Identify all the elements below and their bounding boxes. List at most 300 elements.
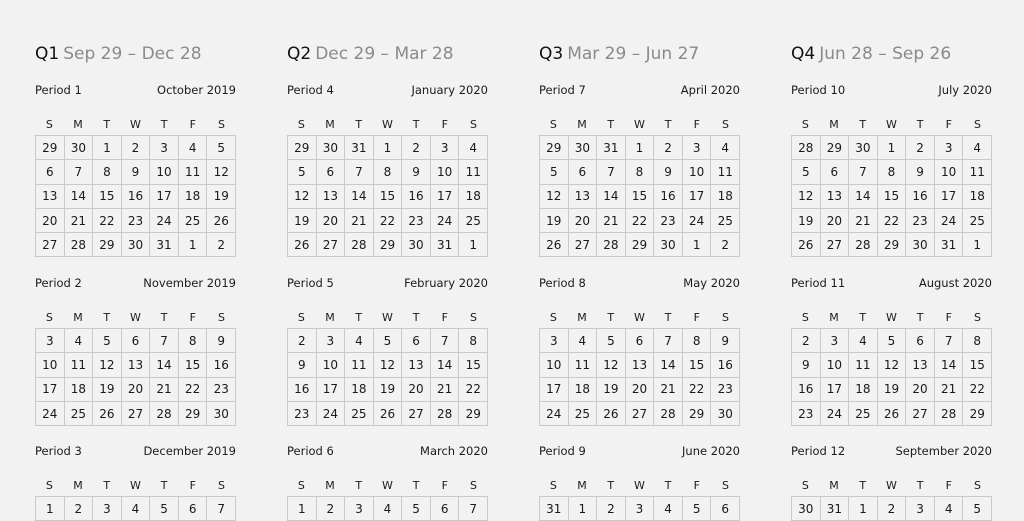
day-cell[interactable]: 23 <box>654 209 683 233</box>
day-cell[interactable]: 30 <box>122 233 151 257</box>
day-cell[interactable]: 2 <box>122 136 151 160</box>
day-cell[interactable]: 2 <box>878 497 907 521</box>
day-cell[interactable]: 6 <box>36 160 65 184</box>
day-cell[interactable]: 9 <box>207 329 236 353</box>
day-cell[interactable]: 23 <box>122 209 151 233</box>
day-cell[interactable]: 1 <box>626 136 655 160</box>
day-cell[interactable]: 7 <box>345 160 374 184</box>
day-cell[interactable]: 11 <box>711 160 740 184</box>
day-cell[interactable]: 25 <box>963 209 992 233</box>
weekday-header-row <box>35 310 236 326</box>
weekday-label: M <box>73 311 83 324</box>
quarter-title <box>287 42 454 66</box>
day-cell[interactable]: 4 <box>849 329 878 353</box>
weekday-label: S <box>45 479 53 492</box>
day-cell[interactable]: 13 <box>36 185 65 209</box>
day-cell[interactable]: 20 <box>317 209 346 233</box>
day-cell[interactable]: 20 <box>906 378 935 402</box>
day-cell[interactable]: 6 <box>402 329 431 353</box>
day-cell[interactable]: 6 <box>821 160 850 184</box>
day-cell[interactable]: 22 <box>93 209 122 233</box>
day-cell[interactable]: 21 <box>65 209 94 233</box>
day-cell[interactable]: 14 <box>849 185 878 209</box>
day-cell[interactable]: 7 <box>150 329 179 353</box>
day-cell[interactable]: 3 <box>345 497 374 521</box>
day-cell[interactable]: 2 <box>906 136 935 160</box>
day-cell[interactable]: 22 <box>878 209 907 233</box>
day-cell[interactable]: 20 <box>36 209 65 233</box>
day-cell[interactable]: 19 <box>792 209 821 233</box>
day-cell[interactable]: 1 <box>849 497 878 521</box>
day-cell[interactable]: 1 <box>878 136 907 160</box>
day-cell[interactable]: 18 <box>711 185 740 209</box>
day-cell[interactable]: 22 <box>374 209 403 233</box>
day-cell[interactable]: 6 <box>179 497 208 521</box>
day-cell[interactable]: 11 <box>569 353 598 377</box>
day-cell[interactable]: 19 <box>374 378 403 402</box>
day-cell[interactable]: 15 <box>374 185 403 209</box>
day-cell[interactable]: 15 <box>93 185 122 209</box>
day-cell[interactable]: 8 <box>179 329 208 353</box>
day-cell[interactable]: 29 <box>179 402 208 426</box>
day-cell[interactable]: 2 <box>317 497 346 521</box>
day-cell[interactable]: 22 <box>459 378 488 402</box>
day-cell[interactable]: 28 <box>65 233 94 257</box>
day-cell[interactable]: 15 <box>683 353 712 377</box>
day-cell[interactable]: 17 <box>317 378 346 402</box>
day-cell[interactable]: 1 <box>963 233 992 257</box>
day-cell[interactable]: 29 <box>626 233 655 257</box>
day-cell[interactable]: 8 <box>626 160 655 184</box>
day-cell[interactable]: 30 <box>849 136 878 160</box>
day-cell[interactable]: 9 <box>654 160 683 184</box>
day-cell[interactable]: 1 <box>459 233 488 257</box>
day-cell[interactable]: 26 <box>878 402 907 426</box>
day-cell[interactable]: 22 <box>683 378 712 402</box>
day-cell[interactable]: 30 <box>317 136 346 160</box>
day-cell[interactable]: 21 <box>935 378 964 402</box>
day-cell[interactable]: 3 <box>540 329 569 353</box>
day-cell[interactable]: 24 <box>683 209 712 233</box>
day-cell[interactable]: 2 <box>207 233 236 257</box>
day-cell[interactable]: 16 <box>402 185 431 209</box>
day-cell[interactable]: 13 <box>122 353 151 377</box>
day-cell[interactable]: 26 <box>207 209 236 233</box>
day-cell[interactable]: 26 <box>597 402 626 426</box>
day-cell[interactable]: 14 <box>654 353 683 377</box>
day-cell[interactable]: 21 <box>150 378 179 402</box>
day-cell[interactable]: 10 <box>683 160 712 184</box>
day-cell[interactable]: 3 <box>626 497 655 521</box>
day-cell[interactable]: 17 <box>821 378 850 402</box>
day-cell[interactable]: 5 <box>374 329 403 353</box>
day-cell[interactable]: 25 <box>65 402 94 426</box>
day-cell[interactable]: 24 <box>540 402 569 426</box>
day-cell[interactable]: 8 <box>93 160 122 184</box>
day-cell[interactable]: 5 <box>288 160 317 184</box>
day-cell[interactable]: 5 <box>597 329 626 353</box>
day-cell[interactable]: 7 <box>207 497 236 521</box>
day-cell[interactable]: 5 <box>963 497 992 521</box>
day-cell[interactable]: 14 <box>345 185 374 209</box>
day-cell[interactable]: 8 <box>963 329 992 353</box>
day-cell[interactable]: 9 <box>402 160 431 184</box>
day-cell[interactable]: 6 <box>906 329 935 353</box>
period-block <box>539 275 740 426</box>
day-cell[interactable]: 14 <box>597 185 626 209</box>
day-cell[interactable]: 30 <box>207 402 236 426</box>
day-cell[interactable]: 1 <box>93 136 122 160</box>
day-cell[interactable]: 25 <box>459 209 488 233</box>
day-cell[interactable]: 27 <box>626 402 655 426</box>
day-cell[interactable]: 9 <box>288 353 317 377</box>
day-cell[interactable]: 28 <box>150 402 179 426</box>
day-cell[interactable]: 17 <box>935 185 964 209</box>
day-cell[interactable]: 28 <box>849 233 878 257</box>
day-cell[interactable]: 29 <box>459 402 488 426</box>
day-cell[interactable]: 4 <box>569 329 598 353</box>
day-cell[interactable]: 29 <box>540 136 569 160</box>
day-cell[interactable]: 30 <box>711 402 740 426</box>
day-cell[interactable]: 3 <box>317 329 346 353</box>
day-cell[interactable]: 13 <box>906 353 935 377</box>
day-cell[interactable]: 26 <box>792 233 821 257</box>
day-cell[interactable]: 9 <box>711 329 740 353</box>
day-cell[interactable]: 25 <box>569 402 598 426</box>
period-header <box>791 275 992 291</box>
day-cell[interactable]: 16 <box>711 353 740 377</box>
day-cell[interactable]: 14 <box>65 185 94 209</box>
day-cell[interactable]: 14 <box>935 353 964 377</box>
day-cell[interactable]: 18 <box>459 185 488 209</box>
day-cell[interactable]: 16 <box>207 353 236 377</box>
day-cell[interactable]: 9 <box>792 353 821 377</box>
day-cell[interactable]: 27 <box>569 233 598 257</box>
weekday-label: S <box>801 311 809 324</box>
day-cell[interactable]: 1 <box>288 497 317 521</box>
day-cell[interactable]: 15 <box>626 185 655 209</box>
day-grid <box>35 135 236 257</box>
day-cell[interactable]: 5 <box>402 497 431 521</box>
day-cell[interactable]: 12 <box>374 353 403 377</box>
day-cell[interactable]: 1 <box>569 497 598 521</box>
day-cell[interactable]: 25 <box>711 209 740 233</box>
day-cell[interactable]: 21 <box>597 209 626 233</box>
day-cell[interactable]: 4 <box>963 136 992 160</box>
day-cell[interactable]: 29 <box>683 402 712 426</box>
day-cell[interactable]: 29 <box>93 233 122 257</box>
day-cell[interactable]: 12 <box>288 185 317 209</box>
day-cell[interactable]: 2 <box>402 136 431 160</box>
day-cell[interactable]: 8 <box>878 160 907 184</box>
day-cell[interactable]: 15 <box>878 185 907 209</box>
period-header <box>287 275 488 291</box>
day-cell[interactable]: 8 <box>683 329 712 353</box>
day-cell[interactable]: 16 <box>792 378 821 402</box>
day-cell[interactable]: 3 <box>93 497 122 521</box>
day-cell[interactable]: 3 <box>683 136 712 160</box>
day-cell[interactable]: 6 <box>626 329 655 353</box>
day-cell[interactable]: 5 <box>878 329 907 353</box>
day-cell[interactable]: 24 <box>150 209 179 233</box>
day-cell[interactable]: 5 <box>683 497 712 521</box>
day-cell[interactable]: 21 <box>431 378 460 402</box>
day-cell[interactable]: 18 <box>963 185 992 209</box>
day-cell[interactable]: 18 <box>179 185 208 209</box>
day-grid <box>35 496 236 521</box>
day-cell[interactable]: 27 <box>906 402 935 426</box>
day-cell[interactable]: 30 <box>654 233 683 257</box>
day-cell[interactable]: 4 <box>345 329 374 353</box>
day-cell[interactable]: 15 <box>459 353 488 377</box>
day-cell[interactable]: 25 <box>849 402 878 426</box>
day-cell[interactable]: 10 <box>317 353 346 377</box>
day-cell[interactable]: 2 <box>65 497 94 521</box>
day-cell[interactable]: 17 <box>683 185 712 209</box>
day-cell[interactable]: 16 <box>906 185 935 209</box>
day-cell[interactable]: 20 <box>626 378 655 402</box>
day-cell[interactable]: 4 <box>935 497 964 521</box>
weekday-label: T <box>859 311 867 324</box>
day-cell[interactable]: 17 <box>540 378 569 402</box>
day-cell[interactable]: 5 <box>93 329 122 353</box>
day-cell[interactable]: 11 <box>849 353 878 377</box>
day-cell[interactable]: 25 <box>345 402 374 426</box>
day-cell[interactable]: 6 <box>431 497 460 521</box>
day-cell[interactable]: 18 <box>345 378 374 402</box>
day-cell[interactable]: 31 <box>150 233 179 257</box>
day-cell[interactable]: 4 <box>711 136 740 160</box>
day-cell[interactable]: 23 <box>792 402 821 426</box>
day-cell[interactable]: 23 <box>288 402 317 426</box>
day-cell[interactable]: 8 <box>459 329 488 353</box>
day-cell[interactable]: 2 <box>654 136 683 160</box>
day-cell[interactable]: 2 <box>288 329 317 353</box>
day-cell[interactable]: 3 <box>36 329 65 353</box>
day-cell[interactable]: 26 <box>374 402 403 426</box>
day-cell[interactable]: 8 <box>374 160 403 184</box>
day-cell[interactable]: 4 <box>654 497 683 521</box>
day-cell[interactable]: 9 <box>906 160 935 184</box>
day-cell[interactable]: 28 <box>431 402 460 426</box>
day-cell[interactable]: 16 <box>122 185 151 209</box>
day-cell[interactable]: 4 <box>374 497 403 521</box>
day-cell[interactable]: 1 <box>374 136 403 160</box>
day-grid <box>539 328 740 426</box>
day-cell[interactable]: 19 <box>878 378 907 402</box>
day-cell[interactable]: 26 <box>288 233 317 257</box>
day-cell[interactable]: 9 <box>122 160 151 184</box>
day-cell[interactable]: 7 <box>849 160 878 184</box>
day-cell[interactable]: 18 <box>65 378 94 402</box>
day-cell[interactable]: 12 <box>540 185 569 209</box>
day-cell[interactable]: 31 <box>345 136 374 160</box>
day-cell[interactable]: 6 <box>317 160 346 184</box>
day-cell[interactable]: 4 <box>459 136 488 160</box>
day-cell[interactable]: 5 <box>150 497 179 521</box>
day-cell[interactable]: 6 <box>122 329 151 353</box>
day-cell[interactable]: 29 <box>36 136 65 160</box>
day-cell[interactable]: 6 <box>569 160 598 184</box>
day-cell[interactable]: 30 <box>402 233 431 257</box>
day-cell[interactable]: 11 <box>963 160 992 184</box>
day-cell[interactable]: 2 <box>597 497 626 521</box>
weekday-label: T <box>355 118 363 131</box>
day-cell[interactable]: 21 <box>345 209 374 233</box>
day-cell[interactable]: 3 <box>150 136 179 160</box>
day-cell[interactable]: 4 <box>65 329 94 353</box>
day-cell[interactable]: 23 <box>711 378 740 402</box>
period-month: November 2019 <box>143 276 236 290</box>
weekday-label: T <box>412 479 420 492</box>
day-cell[interactable]: 22 <box>179 378 208 402</box>
day-cell[interactable]: 11 <box>459 160 488 184</box>
day-cell[interactable]: 22 <box>963 378 992 402</box>
day-cell[interactable]: 24 <box>36 402 65 426</box>
day-cell[interactable]: 23 <box>207 378 236 402</box>
day-cell[interactable]: 6 <box>711 497 740 521</box>
weekday-label: S <box>45 118 53 131</box>
day-cell[interactable]: 5 <box>792 160 821 184</box>
day-cell[interactable]: 10 <box>431 160 460 184</box>
day-cell[interactable]: 13 <box>821 185 850 209</box>
day-cell[interactable]: 7 <box>654 329 683 353</box>
day-cell[interactable]: 29 <box>288 136 317 160</box>
day-cell[interactable]: 4 <box>122 497 151 521</box>
day-cell[interactable]: 10 <box>935 160 964 184</box>
day-cell[interactable]: 18 <box>849 378 878 402</box>
day-cell[interactable]: 19 <box>207 185 236 209</box>
day-cell[interactable]: 21 <box>849 209 878 233</box>
day-cell[interactable]: 27 <box>36 233 65 257</box>
day-cell[interactable]: 29 <box>963 402 992 426</box>
day-cell[interactable]: 3 <box>431 136 460 160</box>
day-cell[interactable]: 2 <box>711 233 740 257</box>
period-month: April 2020 <box>680 83 740 97</box>
day-cell[interactable]: 4 <box>179 136 208 160</box>
day-cell[interactable]: 17 <box>150 185 179 209</box>
day-cell[interactable]: 27 <box>402 402 431 426</box>
day-cell[interactable]: 16 <box>288 378 317 402</box>
day-cell[interactable]: 27 <box>821 233 850 257</box>
day-cell[interactable]: 7 <box>65 160 94 184</box>
day-cell[interactable]: 19 <box>93 378 122 402</box>
weekday-label: S <box>297 118 305 131</box>
day-cell[interactable]: 28 <box>597 233 626 257</box>
day-cell[interactable]: 22 <box>626 209 655 233</box>
day-cell[interactable]: 20 <box>821 209 850 233</box>
day-cell[interactable]: 15 <box>963 353 992 377</box>
day-cell[interactable]: 19 <box>288 209 317 233</box>
day-cell[interactable]: 3 <box>935 136 964 160</box>
day-cell[interactable]: 20 <box>402 378 431 402</box>
day-cell[interactable]: 1 <box>36 497 65 521</box>
day-cell[interactable]: 12 <box>207 160 236 184</box>
day-cell[interactable]: 13 <box>626 353 655 377</box>
day-cell[interactable]: 23 <box>906 209 935 233</box>
weekday-label: W <box>885 311 897 324</box>
day-cell[interactable]: 28 <box>345 233 374 257</box>
day-cell[interactable]: 5 <box>540 160 569 184</box>
day-cell[interactable]: 10 <box>540 353 569 377</box>
day-cell[interactable]: 2 <box>792 329 821 353</box>
day-cell[interactable]: 11 <box>345 353 374 377</box>
day-cell[interactable]: 7 <box>431 329 460 353</box>
day-cell[interactable]: 24 <box>821 402 850 426</box>
day-cell[interactable]: 5 <box>207 136 236 160</box>
day-cell[interactable]: 7 <box>597 160 626 184</box>
day-cell[interactable]: 18 <box>569 378 598 402</box>
day-cell[interactable]: 12 <box>597 353 626 377</box>
day-cell[interactable]: 29 <box>821 136 850 160</box>
day-cell[interactable]: 26 <box>540 233 569 257</box>
day-cell[interactable]: 21 <box>654 378 683 402</box>
day-cell[interactable]: 31 <box>431 233 460 257</box>
day-cell[interactable]: 12 <box>93 353 122 377</box>
day-cell[interactable]: 24 <box>431 209 460 233</box>
day-cell[interactable]: 23 <box>402 209 431 233</box>
day-cell[interactable]: 20 <box>569 209 598 233</box>
day-cell[interactable]: 1 <box>179 233 208 257</box>
day-cell[interactable]: 19 <box>597 378 626 402</box>
day-cell[interactable]: 24 <box>935 209 964 233</box>
day-cell[interactable]: 11 <box>179 160 208 184</box>
day-cell[interactable]: 13 <box>317 185 346 209</box>
day-cell[interactable]: 12 <box>878 353 907 377</box>
day-cell[interactable]: 7 <box>935 329 964 353</box>
day-cell[interactable]: 28 <box>935 402 964 426</box>
day-cell[interactable]: 27 <box>317 233 346 257</box>
weekday-header-row <box>539 478 740 494</box>
day-cell[interactable]: 30 <box>792 497 821 521</box>
day-cell[interactable]: 10 <box>150 160 179 184</box>
day-cell[interactable]: 29 <box>374 233 403 257</box>
day-cell[interactable]: 19 <box>540 209 569 233</box>
day-cell[interactable]: 14 <box>431 353 460 377</box>
day-cell[interactable]: 24 <box>317 402 346 426</box>
day-cell[interactable]: 31 <box>821 497 850 521</box>
day-cell[interactable]: 13 <box>569 185 598 209</box>
day-cell[interactable]: 31 <box>935 233 964 257</box>
day-cell[interactable]: 3 <box>821 329 850 353</box>
day-cell[interactable]: 17 <box>36 378 65 402</box>
day-cell[interactable]: 16 <box>654 185 683 209</box>
day-cell[interactable]: 25 <box>179 209 208 233</box>
day-cell[interactable]: 15 <box>179 353 208 377</box>
day-cell[interactable]: 31 <box>597 136 626 160</box>
day-cell[interactable]: 28 <box>792 136 821 160</box>
day-cell[interactable]: 13 <box>402 353 431 377</box>
day-cell[interactable]: 30 <box>65 136 94 160</box>
day-cell[interactable]: 31 <box>540 497 569 521</box>
day-cell[interactable]: 14 <box>150 353 179 377</box>
day-cell[interactable]: 3 <box>906 497 935 521</box>
day-cell[interactable]: 29 <box>878 233 907 257</box>
day-cell[interactable]: 10 <box>821 353 850 377</box>
day-cell[interactable]: 11 <box>65 353 94 377</box>
day-cell[interactable]: 26 <box>93 402 122 426</box>
day-cell[interactable]: 27 <box>122 402 151 426</box>
day-cell[interactable]: 30 <box>906 233 935 257</box>
day-cell[interactable]: 10 <box>36 353 65 377</box>
day-cell[interactable]: 30 <box>569 136 598 160</box>
day-cell[interactable]: 1 <box>683 233 712 257</box>
day-cell[interactable]: 20 <box>122 378 151 402</box>
day-cell[interactable]: 12 <box>792 185 821 209</box>
day-cell[interactable]: 7 <box>459 497 488 521</box>
day-cell[interactable]: 28 <box>654 402 683 426</box>
day-cell[interactable]: 17 <box>431 185 460 209</box>
